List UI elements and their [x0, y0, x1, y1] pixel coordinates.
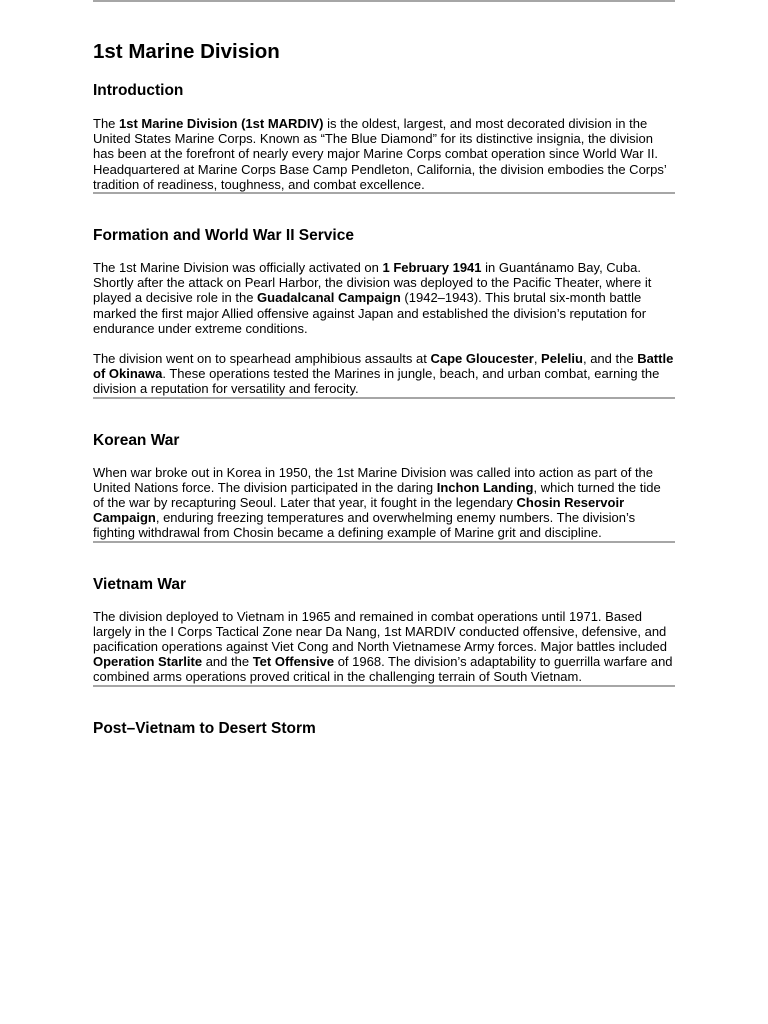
top-divider [93, 0, 675, 2]
section-heading-korea: Korean War [93, 431, 180, 449]
section-korea [93, 431, 675, 541]
text-run: When war broke out in Korea in 1950, the 1st Marine Division was called into action as part of the United Nations force. The division participated in the daring [93, 464, 654, 495]
text-run: , which turned the tide of the war by recapturing Seoul. Later that year, it fought in the legendary [93, 479, 661, 511]
paragraph-vietnam [93, 609, 675, 685]
document-page [93, 0, 675, 738]
text-run: , enduring freezing temperatures and overwhelming enemy numbers. The division’s fighting withdrawal from Chosin became a defining example of Marine grit and discipline. [93, 510, 636, 541]
paragraph-introduction [93, 116, 675, 192]
bold-text: Inchon Landing [436, 479, 534, 495]
text-run: The division deployed to Vietnam in 1965 and remained in combat operations until 1971. Based largely in the I Corps Tactical Zone near Da Nang, 1st MARDIV conducted offensive, defensive, and pacification operations against Viet Cong and North Vietnamese Army forces. Major battles included [93, 608, 668, 655]
text-run: (1942–1943). This brutal six-month battle marked the first major Allied offensive against Japan and established the division’s reputation for endurance under extreme conditions. [93, 290, 647, 336]
bold-text: Battle of Okinawa [93, 351, 674, 382]
section-ww2 [93, 226, 675, 397]
section-heading-vietnam: Vietnam War [93, 575, 187, 593]
section-vietnam [93, 575, 675, 685]
bold-text: 1st Marine Division (1st MARDIV) [119, 116, 324, 131]
section-introduction [93, 81, 675, 192]
text-run: in Guantánamo Bay, Cuba. Shortly after the attack on Pearl Harbor, the division was deployed to the Pacific Theater, where it played a decisive role in the [93, 260, 652, 306]
bold-text: Chosin Reservoir Campaign [93, 495, 625, 526]
text-run: , and the [582, 351, 638, 367]
section-divider [93, 685, 675, 687]
bold-text: Cape Gloucester [430, 351, 534, 367]
text-run: The [93, 116, 120, 131]
page-title: 1st Marine Division [93, 40, 280, 63]
text-run: of 1968. The division’s adaptability to guerrilla warfare and combined arms operations proved critical in the challenging terrain of South Vietnam. [93, 654, 673, 685]
text-run: and the [202, 654, 253, 670]
section-divider [93, 541, 675, 543]
section-heading-introduction: Introduction [93, 82, 184, 99]
text-run: The 1st Marine Division was officially activated on [93, 260, 383, 276]
text-run: . These operations tested the Marines in jungle, beach, and urban combat, earning the division a reputation for versatility and ferocity. [93, 366, 660, 397]
section-divider [93, 397, 675, 399]
section-heading-ww2: Formation and World War II Service [93, 227, 354, 245]
section-post-vietnam [93, 719, 675, 738]
bold-text: 1 February 1941 [382, 260, 482, 276]
bold-text: Tet Offensive [252, 654, 335, 670]
paragraph-korea [93, 465, 675, 541]
paragraph-ww2-2 [93, 351, 675, 397]
bold-text: Guadalcanal Campaign [257, 290, 401, 306]
text-run: The division went on to spearhead amphibious assaults at [93, 351, 431, 367]
text-run: is the oldest, largest, and most decorated division in the United States Marine Corps. Known as “The Blue Diamond” for its distinctive insignia, the division has been at the forefront of nearly every major Marine Corps combat operation since World War II. Headquartered at Marine Corps Base Camp Pendleton, California, the division embodies the Corps’ tradition of readiness, toughness, and combat excellence. [93, 116, 667, 192]
bold-text: Operation Starlite [93, 654, 203, 670]
text-run: , [533, 351, 542, 367]
section-heading-post-vietnam: Post–Vietnam to Desert Storm [93, 719, 316, 737]
paragraph-ww2-1 [93, 260, 675, 336]
bold-text: Peleliu [541, 351, 583, 367]
section-divider [93, 192, 675, 194]
